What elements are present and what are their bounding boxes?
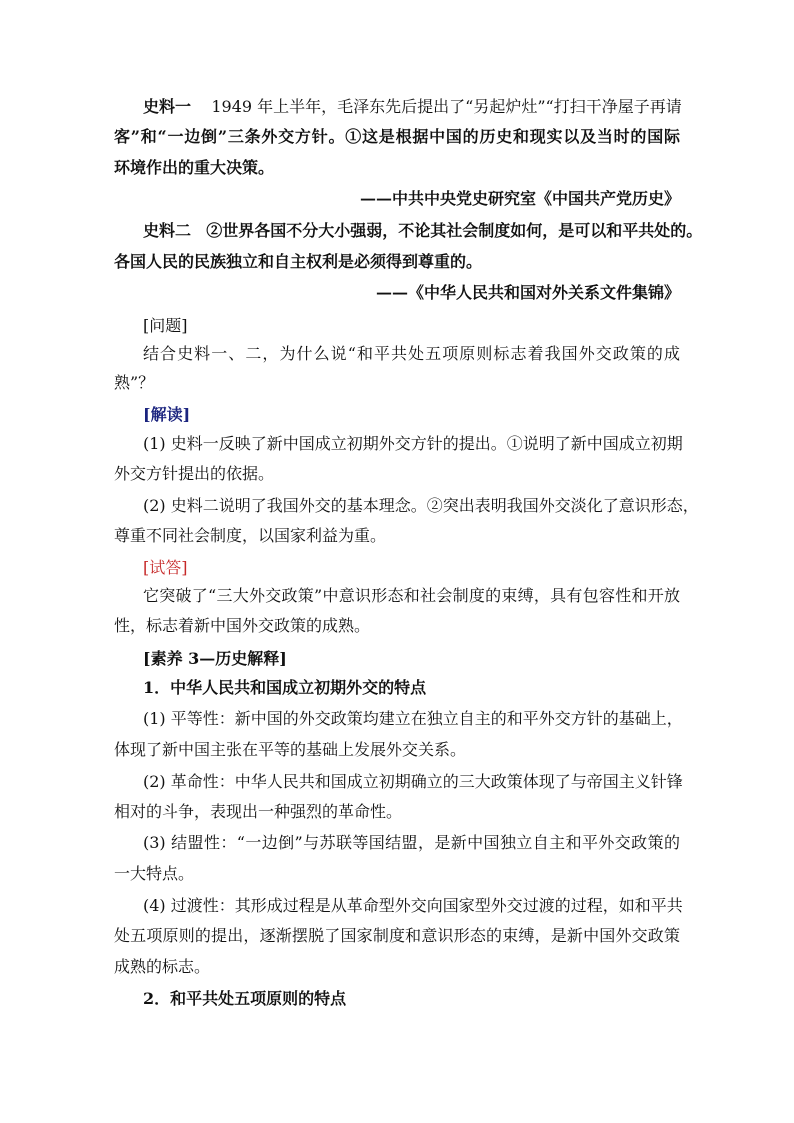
- source2-line1: [143, 220, 703, 242]
- literacy-item1-line1: (1) 平等性：新中国的外交政策均建立在独立自主的和平外交方针的基础上，: [143, 709, 683, 728]
- literacy-item4-line2: 处五项原则的提出，逐渐摆脱了国家制度和意识形态的束缚，是新中国外交政策: [114, 926, 680, 945]
- source1-line3: 环境作出的重大决策。: [114, 158, 275, 177]
- answer-line2: 性，标志着新中国外交政策的成熟。: [114, 616, 371, 635]
- source2-line2: 各国人民的民族独立和自主权利是必须得到尊重的。: [114, 252, 483, 271]
- literacy-item2-line2: 相对的斗争，表现出一种强烈的革命性。: [114, 802, 403, 821]
- interpretation-p2-line2: 尊重不同社会制度，以国家利益为重。: [114, 526, 387, 545]
- source2-citation: ——《中华人民共和国对外关系文件集锦》: [375, 283, 680, 302]
- literacy-section1-title: 1．中华人民共和国成立初期外交的特点: [143, 678, 427, 697]
- literacy-heading: [素养 3—历史解释]: [143, 649, 287, 668]
- source1-line2: 客”和“一边倒”三条外交方针。①这是根据中国的历史和现实以及当时的国际: [114, 127, 680, 146]
- literacy-item3-line1: (3) 结盟性：“一边倒”与苏联等国结盟，是新中国独立自主和平外交政策的: [143, 833, 680, 852]
- source2-label: 史料二: [143, 221, 192, 240]
- source1-line1-text: 1949 年上半年，毛泽东先后提出了“另起炉灶”“打扫干净屋子再请: [211, 97, 682, 116]
- source2-line1-text: ②世界各国不分大小强弱，不论其社会制度如何，是可以和平共处的。: [206, 221, 703, 240]
- literacy-section2-title: 2．和平共处五项原则的特点: [143, 989, 347, 1008]
- question-line1: 结合史料一、二，为什么说“和平共处五项原则标志着我国外交政策的成: [143, 344, 680, 363]
- question-line2: 熟”？: [114, 373, 155, 392]
- source1-line1: [143, 96, 680, 118]
- interpretation-p1-line1: (1) 史料一反映了新中国成立初期外交方针的提出。①说明了新中国成立初期: [143, 434, 683, 453]
- source1-citation: ——中共中央党史研究室《中国共产党历史》: [359, 189, 680, 208]
- question-heading: [问题]: [143, 316, 188, 335]
- answer-heading: [试答]: [143, 558, 188, 577]
- literacy-item4-line1: (4) 过渡性：其形成过程是从革命型外交向国家型外交过渡的过程，如和平共: [143, 896, 683, 915]
- literacy-item1-line2: 体现了新中国主张在平等的基础上发展外交关系。: [114, 740, 467, 759]
- literacy-item2-line1: (2) 革命性：中华人民共和国成立初期确立的三大政策体现了与帝国主义针锋: [143, 772, 683, 791]
- literacy-item4-line3: 成熟的标志。: [114, 957, 211, 976]
- interpretation-p2-line1: (2) 史料二说明了我国外交的基本理念。②突出表明我国外交淡化了意识形态，: [143, 496, 699, 515]
- interpretation-p1-line2: 外交方针提出的依据。: [114, 464, 275, 483]
- answer-line1: 它突破了“三大外交政策”中意识形态和社会制度的束缚，具有包容性和开放: [143, 586, 680, 605]
- source1-label: 史料一: [143, 97, 192, 116]
- literacy-item3-line2: 一大特点。: [114, 864, 195, 883]
- interpretation-heading: [解读]: [143, 405, 191, 424]
